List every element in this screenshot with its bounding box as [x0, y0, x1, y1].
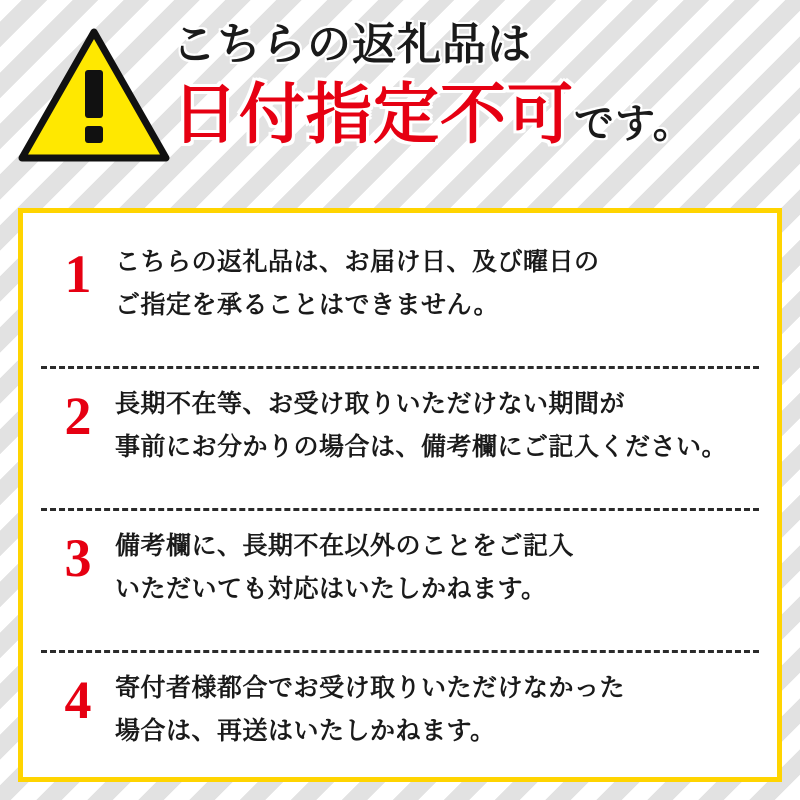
rule-line: 事前にお分かりの場合は、備考欄にご記入ください。 — [115, 433, 728, 461]
rule-text — [115, 377, 759, 469]
rule-line: ご指定を承ることはできません。 — [115, 291, 500, 319]
header-text-block — [172, 20, 784, 152]
rule-line: 備考欄に、長期不在以外のことをご記入 — [115, 532, 575, 560]
rule-item — [41, 508, 759, 621]
notice-header — [0, 0, 800, 196]
rule-text — [115, 661, 759, 753]
rule-line: 長期不在等、お受け取りいただけない期間が — [115, 390, 626, 418]
rule-line: 寄付者様都合でお受け取りいただけなかった — [115, 674, 626, 702]
rule-item — [41, 650, 759, 763]
rule-line: いただいても対応はいたしかねます。 — [115, 575, 547, 603]
rule-number: 4 — [64, 670, 92, 730]
rules-panel — [18, 208, 782, 782]
rule-text — [115, 235, 759, 327]
warning-triangle-exclamation-icon — [18, 26, 170, 166]
rule-text — [115, 519, 759, 611]
rule-number: 3 — [64, 528, 92, 588]
rule-item — [41, 227, 759, 337]
header-emphasis: 日付指定不可 — [172, 77, 574, 152]
header-tail: です。 — [574, 102, 694, 147]
header-line-1: こちらの返礼品は — [172, 20, 532, 69]
rule-item — [41, 366, 759, 479]
rule-number: 1 — [64, 244, 92, 304]
header-line-2 — [172, 77, 784, 152]
rule-line: こちらの返礼品は、お届け日、及び曜日の — [115, 248, 600, 276]
rule-line: 場合は、再送はいたしかねます。 — [115, 717, 496, 745]
rule-number: 2 — [64, 386, 92, 446]
